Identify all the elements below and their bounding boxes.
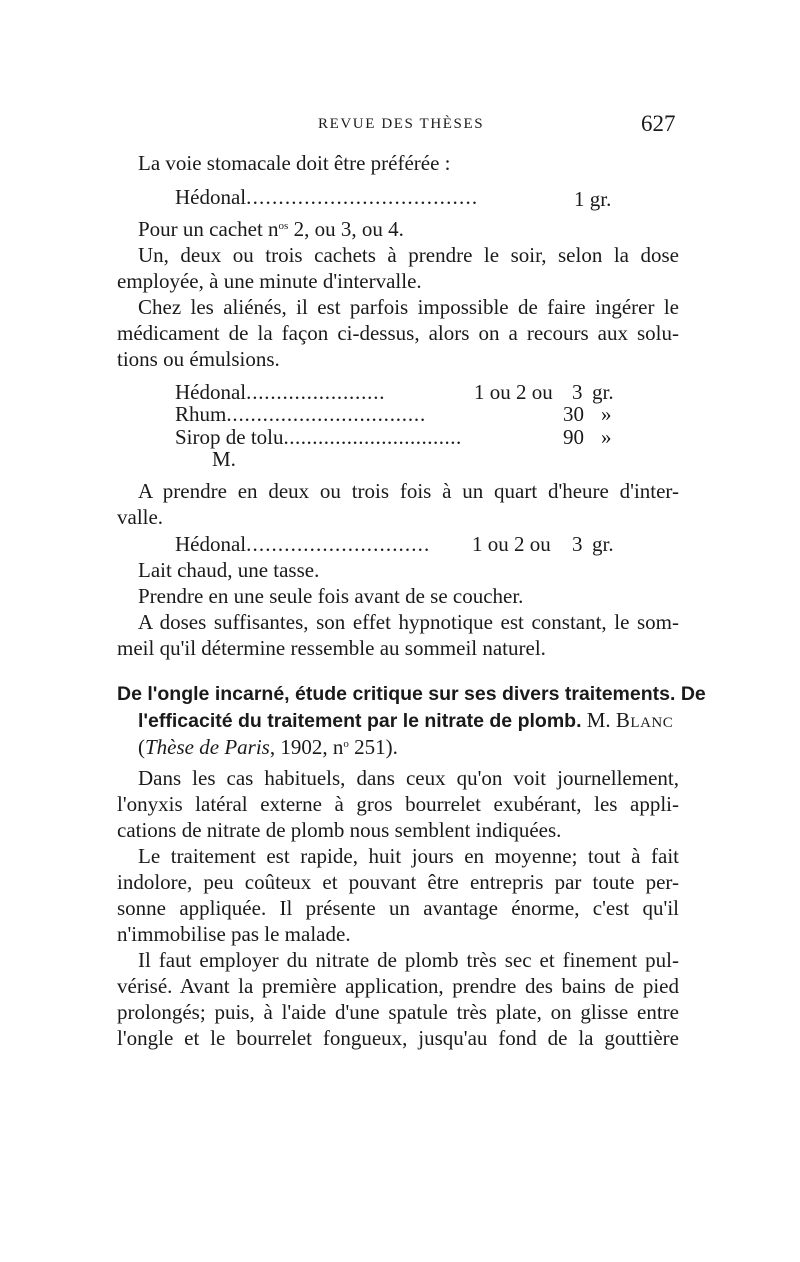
running-header: REVUE DES THÈSES xyxy=(318,116,485,132)
paragraph-line: tions ou émulsions. xyxy=(117,347,280,371)
citation-text-suffix: 251). xyxy=(348,735,398,759)
formula-dots: ................................. xyxy=(226,402,426,426)
formula-amount: 3 xyxy=(572,380,583,404)
formula-item-name: Hédonal xyxy=(175,532,247,556)
cachet-text: Pour un cachet n xyxy=(138,217,279,241)
paragraph-line: sonne appliquée. Il présente un avantage énorme, c'est qu'il xyxy=(117,896,679,920)
formula-unit: » xyxy=(601,402,612,426)
section-heading-line2 xyxy=(138,707,673,734)
paragraph-line: prolongés; puis, à l'aide d'une spatule très plate, on glisse entre xyxy=(117,1000,679,1024)
section-heading-bold: l'efficacité du traitement par le nitrate de plomb. xyxy=(138,710,582,732)
paragraph-line: valle. xyxy=(117,505,164,529)
formula-item-name: Rhum xyxy=(175,402,227,426)
citation-superscript: o xyxy=(343,738,349,750)
paragraph-line: Chez les aliénés, il est parfois impossible de faire ingérer le xyxy=(138,295,679,319)
formula-item-name: Sirop de tolu xyxy=(175,425,284,449)
paragraph-line: employée, à une minute d'intervalle. xyxy=(117,269,422,293)
paragraph-line: l'onyxis latéral externe à gros bourrelet exubérant, les appli- xyxy=(117,792,679,816)
section-heading-line1: De l'ongle incarné, étude critique sur ses divers traitements. De xyxy=(117,683,706,705)
paragraph-line: vérisé. Avant la première application, prendre des bains de pied xyxy=(117,974,679,998)
paragraph-line: Dans les cas habituels, dans ceux qu'on voit journellement, xyxy=(138,766,679,790)
paragraph-line: Le traitement est rapide, huit jours en moyenne; tout à fait xyxy=(138,844,679,868)
text-line: Lait chaud, une tasse. xyxy=(138,558,320,582)
formula-quantity: 1 ou 2 ou xyxy=(472,532,551,556)
formula-unit: » xyxy=(601,425,612,449)
paragraph-line: A prendre en deux ou trois fois à un quart d'heure d'inter- xyxy=(138,479,679,503)
citation-title: Thèse de Paris xyxy=(145,735,270,759)
citation-open: ( xyxy=(138,735,145,759)
paragraph-line: meil qu'il détermine ressemble au sommeil naturel. xyxy=(117,636,546,660)
paragraph-line: n'immobilise pas le malade. xyxy=(117,922,351,946)
text-line: Prendre en une seule fois avant de se coucher. xyxy=(138,584,524,608)
formula-dots: ............................... xyxy=(283,425,462,449)
formula-item-name: Hédonal xyxy=(175,380,247,404)
paragraph-line: Un, deux ou trois cachets à prendre le soir, selon la dose xyxy=(138,243,679,267)
formula-mix-mark: M. xyxy=(212,447,236,471)
intro-line: La voie stomacale doit être préférée : xyxy=(138,151,451,175)
formula-item xyxy=(175,184,478,210)
formula-amount: 30 xyxy=(563,402,584,426)
formula-quantity: 1 gr. xyxy=(574,187,612,211)
author-prefix: M. xyxy=(581,708,616,732)
cachet-superscript: os xyxy=(278,220,289,232)
formula-dots: .................................... xyxy=(246,185,479,209)
cachet-line xyxy=(138,216,679,242)
formula-dots: ............................. xyxy=(246,532,431,556)
formula-item-name: Hédonal xyxy=(175,185,247,209)
page-number: 627 xyxy=(641,111,676,136)
paragraph-line: l'ongle et le bourrelet fongueux, jusqu'au fond de la gouttière xyxy=(117,1026,679,1050)
citation xyxy=(138,734,398,760)
paragraph-line: médicament de la façon ci-dessus, alors on a recours aux solu- xyxy=(117,321,679,345)
formula-unit: gr. xyxy=(592,380,614,404)
citation-text: , 1902, n xyxy=(269,735,344,759)
formula-quantity: 1 ou 2 ou xyxy=(474,380,553,404)
formula-row xyxy=(175,531,430,557)
author-name: Blanc xyxy=(615,708,674,732)
formula-amount: 90 xyxy=(563,425,584,449)
formula-unit: gr. xyxy=(592,532,614,556)
formula-dots: ....................... xyxy=(246,380,386,404)
formula-amount: 3 xyxy=(572,532,583,556)
paragraph-line: cations de nitrate de plomb nous semblent indiquées. xyxy=(117,818,562,842)
paragraph-line: indolore, peu coûteux et pouvant être entrepris par toute per- xyxy=(117,870,679,894)
paragraph-line: A doses suffisantes, son effet hypnotique est constant, le som- xyxy=(138,610,679,634)
cachet-text-suffix: 2, ou 3, ou 4. xyxy=(288,217,404,241)
paragraph-line: Il faut employer du nitrate de plomb très sec et finement pul- xyxy=(138,948,679,972)
